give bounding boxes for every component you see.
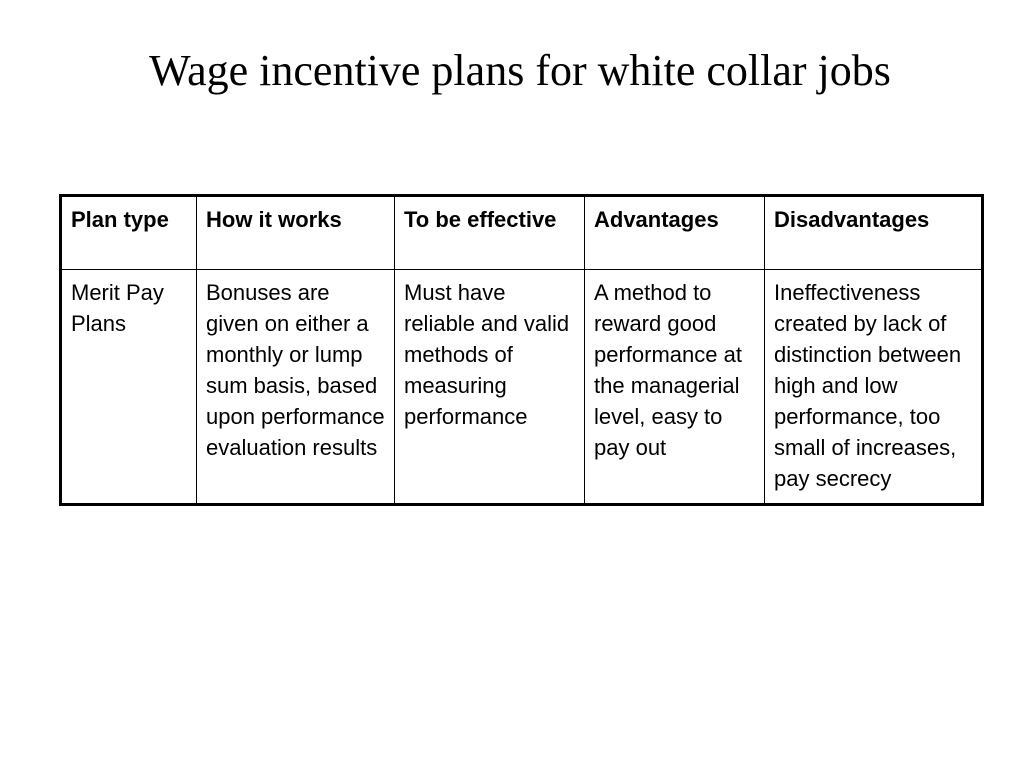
plans-table xyxy=(59,194,984,506)
cell-advantages: A method to reward good performance at the managerial level, easy to pay out xyxy=(585,270,765,505)
header-how-it-works: How it works xyxy=(197,196,395,270)
table-header-row xyxy=(61,196,983,270)
cell-plan-type: Merit Pay Plans xyxy=(61,270,197,505)
header-to-be-effective: To be effective xyxy=(395,196,585,270)
header-advantages: Advantages xyxy=(585,196,765,270)
cell-to-be-effective: Must have reliable and valid methods of measuring performance xyxy=(395,270,585,505)
table-row xyxy=(61,270,983,505)
slide-title: Wage incentive plans for white collar jobs xyxy=(149,46,891,95)
header-plan-type: Plan type xyxy=(61,196,197,270)
header-disadvantages: Disadvantages xyxy=(765,196,983,270)
plans-table-container xyxy=(59,194,984,506)
cell-disadvantages: Ineffectiveness created by lack of distinction between high and low performance, too small of increases, pay secrecy xyxy=(765,270,983,505)
cell-how-it-works: Bonuses are given on either a monthly or lump sum basis, based upon performance evaluation results xyxy=(197,270,395,505)
